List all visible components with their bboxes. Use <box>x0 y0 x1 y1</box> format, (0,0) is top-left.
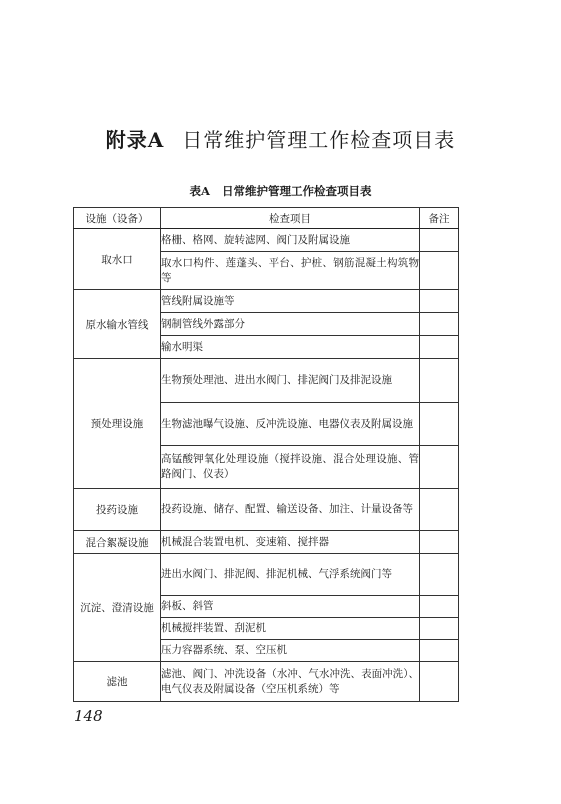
note-cell <box>420 554 459 596</box>
note-cell <box>420 403 459 446</box>
table-header-row <box>74 208 459 229</box>
check-item-cell: 进出水阀门、排泥阀、排泥机械、气浮系统阀门等 <box>161 554 420 596</box>
check-item-cell: 高锰酸钾氧化处理设施（搅拌设施、混合处理设施、管路阀门、仪表） <box>161 446 420 489</box>
check-item-cell: 管线附属设施等 <box>161 290 420 313</box>
note-cell <box>420 596 459 618</box>
facility-cell: 混合絮凝设施 <box>74 531 161 554</box>
note-cell <box>420 618 459 640</box>
note-cell <box>420 489 459 531</box>
check-item-cell: 输水明渠 <box>161 336 420 359</box>
table-row <box>74 531 459 554</box>
check-item-cell: 压力容器系统、泵、空压机 <box>161 640 420 662</box>
facility-cell: 投药设施 <box>74 489 161 531</box>
table-body <box>74 229 459 702</box>
check-item-cell: 机械混合装置电机、变速箱、搅拌器 <box>161 531 420 554</box>
check-item-cell: 机械搅拌装置、刮泥机 <box>161 618 420 640</box>
header-item: 检查项目 <box>161 208 420 229</box>
facility-cell: 滤池 <box>74 662 161 702</box>
note-cell <box>420 640 459 662</box>
page-number: 148 <box>74 707 103 725</box>
note-cell <box>420 531 459 554</box>
note-cell <box>420 290 459 313</box>
table-row <box>74 290 459 313</box>
note-cell <box>420 229 459 252</box>
table-row <box>74 554 459 596</box>
note-cell <box>420 359 459 403</box>
check-item-cell: 滤池、阀门、冲洗设备（水冲、气水冲洗、表面冲洗）、电气仪表及附属设备（空压机系统）等 <box>161 662 420 702</box>
check-item-cell: 生物预处理池、进出水阀门、排泥阀门及排泥设施 <box>161 359 420 403</box>
note-cell <box>420 336 459 359</box>
appendix-title-text: 日常维护管理工作检查项目表 <box>182 128 456 152</box>
appendix-title <box>0 124 561 153</box>
table-row <box>74 359 459 403</box>
table-caption <box>0 183 561 199</box>
note-cell <box>420 313 459 336</box>
facility-cell: 原水输水管线 <box>74 290 161 359</box>
facility-cell: 预处理设施 <box>74 359 161 489</box>
table-caption-text: 日常维护管理工作检查项目表 <box>221 184 372 198</box>
check-item-cell: 取水口构件、莲蓬头、平台、护桩、钢筋混凝土构筑物等 <box>161 252 420 290</box>
check-item-cell: 格栅、格网、旋转滤网、阀门及附属设施 <box>161 229 420 252</box>
note-cell <box>420 252 459 290</box>
appendix-label: 附录A <box>105 128 165 152</box>
table-row <box>74 662 459 702</box>
table-number: 表A <box>189 184 210 198</box>
note-cell <box>420 662 459 702</box>
table-row <box>74 489 459 531</box>
check-item-cell: 生物滤池曝气设施、反冲洗设施、电器仪表及附属设施 <box>161 403 420 446</box>
facility-cell: 沉淀、澄清设施 <box>74 554 161 662</box>
note-cell <box>420 446 459 489</box>
check-item-cell: 投药设施、储存、配置、输送设备、加注、计量设备等 <box>161 489 420 531</box>
facility-cell: 取水口 <box>74 229 161 290</box>
check-item-cell: 钢制管线外露部分 <box>161 313 420 336</box>
check-item-cell: 斜板、斜管 <box>161 596 420 618</box>
inspection-table <box>73 207 459 702</box>
header-facility: 设施（设备） <box>74 208 161 229</box>
table-row <box>74 229 459 252</box>
header-note: 备注 <box>420 208 459 229</box>
